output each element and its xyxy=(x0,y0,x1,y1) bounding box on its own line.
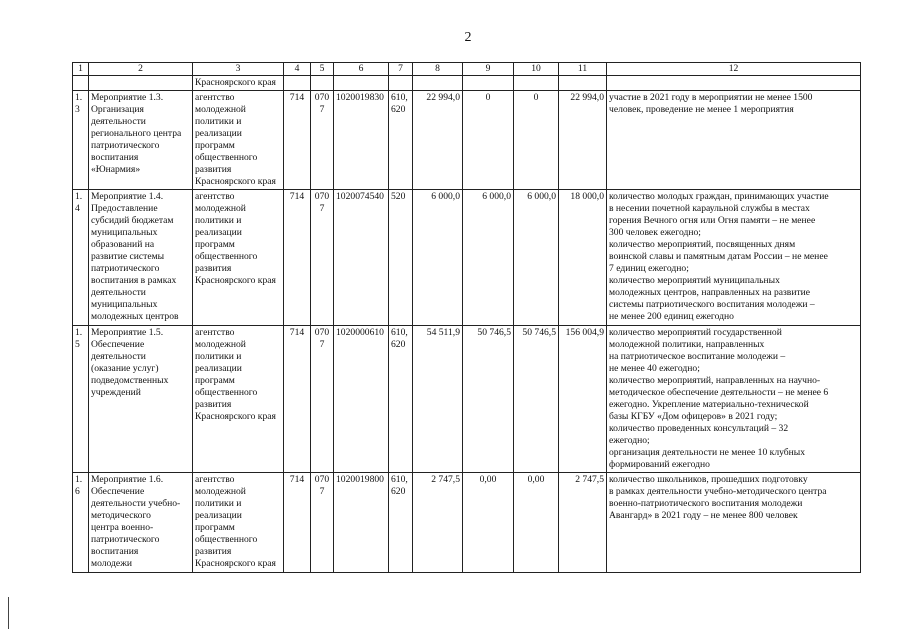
total-amount-cell: 156 004,9 xyxy=(559,326,607,473)
row-number-cell: 1.5 xyxy=(73,326,89,473)
total-amount-cell: 2 747,5 xyxy=(559,473,607,573)
expected-result-cell: количество школьников, прошедших подготовку в рамках деятельности учебно-методического центра военно-патриотического воспитания молодежи Авангард» в 2021 году – не менее 800 человек xyxy=(607,473,861,573)
table-cell xyxy=(73,76,89,91)
target-code-cell: 1020019800 xyxy=(334,473,389,573)
header-cell: 1 xyxy=(73,63,89,76)
target-code-cell: 1020000610 xyxy=(334,326,389,473)
table-cell xyxy=(284,76,311,91)
header-cell: 2 xyxy=(89,63,193,76)
amount-cell: 22 994,0 xyxy=(413,91,463,190)
table-cell xyxy=(334,76,389,91)
grbs-code-cell: 714 xyxy=(284,91,311,190)
amount-cell: 50 746,5 xyxy=(514,326,559,473)
table-cell xyxy=(607,76,861,91)
target-code-cell: 1020019830 xyxy=(334,91,389,190)
amount-cell: 54 511,9 xyxy=(413,326,463,473)
amount-cell: 0,00 xyxy=(514,473,559,573)
amount-cell: 2 747,5 xyxy=(413,473,463,573)
header-cell: 8 xyxy=(413,63,463,76)
table-row xyxy=(73,326,861,473)
measure-name-cell: Мероприятие 1.4. Предоставление субсидий бюджетам муниципальных образований на развитие системы патриотического воспитания в рамках деятельности муниципальных молодежных центров xyxy=(89,190,193,326)
executor-cell: агентство молодежной политики и реализации программ общественного развития Красноярского края xyxy=(193,326,284,473)
table-cell xyxy=(559,76,607,91)
section-code-cell: 0707 xyxy=(311,190,334,326)
grbs-code-cell: 714 xyxy=(284,473,311,573)
table-cell xyxy=(514,76,559,91)
executor-cell: агентство молодежной политики и реализации программ общественного развития Красноярского края xyxy=(193,473,284,573)
executor-cell: агентство молодежной политики и реализации программ общественного развития Красноярского края xyxy=(193,190,284,326)
amount-cell: 0,00 xyxy=(463,473,514,573)
header-cell: 10 xyxy=(514,63,559,76)
table-cell xyxy=(389,76,413,91)
expense-type-cell: 610, 620 xyxy=(389,473,413,573)
amount-cell: 0 xyxy=(514,91,559,190)
amount-cell: 6 000,0 xyxy=(514,190,559,326)
continuation-row xyxy=(73,76,861,91)
table-row xyxy=(73,190,861,326)
total-amount-cell: 22 994,0 xyxy=(559,91,607,190)
expense-type-cell: 520 xyxy=(389,190,413,326)
header-cell: 3 xyxy=(193,63,284,76)
table-cell xyxy=(89,76,193,91)
amount-cell: 6 000,0 xyxy=(413,190,463,326)
table-cell xyxy=(413,76,463,91)
amount-cell: 6 000,0 xyxy=(463,190,514,326)
section-code-cell: 0707 xyxy=(311,91,334,190)
expected-result-cell: участие в 2021 году в мероприятии не менее 1500 человек, проведение не менее 1 мероприятия xyxy=(607,91,861,190)
table-cell xyxy=(311,76,334,91)
header-cell: 11 xyxy=(559,63,607,76)
amount-cell: 0 xyxy=(463,91,514,190)
header-cell: 12 xyxy=(607,63,861,76)
row-number-cell: 1.6 xyxy=(73,473,89,573)
executor-cell: Красноярского края xyxy=(193,76,284,91)
row-number-cell: 1.3 xyxy=(73,91,89,190)
target-code-cell: 1020074540 xyxy=(334,190,389,326)
scan-margin-mark xyxy=(8,597,9,629)
table-cell xyxy=(463,76,514,91)
expense-type-cell: 610, 620 xyxy=(389,326,413,473)
measures-table xyxy=(72,62,861,573)
expense-type-cell: 610, 620 xyxy=(389,91,413,190)
header-cell: 7 xyxy=(389,63,413,76)
section-code-cell: 0707 xyxy=(311,473,334,573)
header-row xyxy=(73,63,861,76)
table-row xyxy=(73,473,861,573)
header-cell: 9 xyxy=(463,63,514,76)
grbs-code-cell: 714 xyxy=(284,326,311,473)
total-amount-cell: 18 000,0 xyxy=(559,190,607,326)
executor-cell: агентство молодежной политики и реализации программ общественного развития Красноярского края xyxy=(193,91,284,190)
table-row xyxy=(73,91,861,190)
measure-name-cell: Мероприятие 1.3. Организация деятельности регионального центра патриотического воспитания «Юнармия» xyxy=(89,91,193,190)
page-number: 2 xyxy=(464,30,472,45)
section-code-cell: 0707 xyxy=(311,326,334,473)
expected-result-cell: количество мероприятий государственной молодежной политики, направленных на патриотическое воспитание молодежи – не менее 40 ежегодно; количество мероприятий, направленных на научно- методическое обеспечение деятельности – не менее 6 ежегодно. Укрепление материально-технической базы КГБУ «Дом офицеров» в 2021 году; количество проведенных консультаций – 32 ежегодно; организация деятельности не менее 10 клубных формирований ежегодно xyxy=(607,326,861,473)
grbs-code-cell: 714 xyxy=(284,190,311,326)
row-number-cell: 1.4 xyxy=(73,190,89,326)
amount-cell: 50 746,5 xyxy=(463,326,514,473)
header-cell: 4 xyxy=(284,63,311,76)
measure-name-cell: Мероприятие 1.6. Обеспечение деятельности учебно- методического центра военно- патриотического воспитания молодежи xyxy=(89,473,193,573)
header-cell: 6 xyxy=(334,63,389,76)
expected-result-cell: количество молодых граждан, принимающих участие в несении почетной караульной службы в местах горения Вечного огня или Огня памяти – не менее 300 человек ежегодно; количество мероприятий, посвященных дням воинской славы и памятным датам России – не менее 7 единиц ежегодно; количество мероприятий муниципальных молодежных центров, направленных на развитие системы патриотического воспитания молодежи – не менее 200 единиц ежегодно xyxy=(607,190,861,326)
header-cell: 5 xyxy=(311,63,334,76)
measure-name-cell: Мероприятие 1.5. Обеспечение деятельности (оказание услуг) подведомственных учреждений xyxy=(89,326,193,473)
